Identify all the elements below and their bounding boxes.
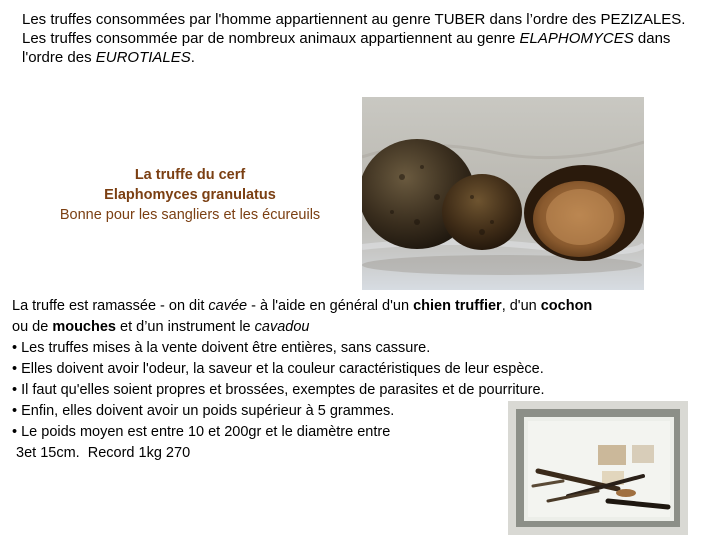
harvest-text-5: et d’un instrument le — [116, 319, 255, 335]
intro-line-elaphomyces — [22, 29, 702, 67]
list-item: • Enfin, elles doivent avoir un poids supérieur à 5 grammes. — [12, 403, 395, 419]
list-item: • Il faut qu'elles soient propres et brossées, exemptes de parasites et de pourriture. — [12, 382, 545, 398]
harvest-text-4: ou de — [12, 319, 53, 335]
intro-line-end: . — [190, 49, 195, 66]
caption-title: La truffe du cerf — [134, 167, 246, 183]
truffle-photo-image — [362, 97, 644, 290]
intro-line-tuber — [22, 10, 702, 29]
harvest-paragraph — [12, 296, 712, 338]
photo-caption — [20, 165, 360, 225]
caption-species: Elaphomyces granulatus — [104, 187, 276, 203]
order-name: EUROTIALES — [95, 49, 191, 66]
term-cochon: cochon — [540, 298, 593, 314]
tools-photo-image — [508, 401, 688, 535]
genus-name: ELAPHOMYCES — [519, 30, 634, 47]
list-item: • Elles doivent avoir l'odeur, la saveur et la couleur caractéristiques de leur espèce. — [12, 361, 544, 377]
term-chien-truffier: chien truffier — [413, 298, 502, 314]
list-item: • Les truffes mises à la vente doivent être entières, sans cassure. — [12, 340, 431, 356]
harvest-text-2: - à l'aide en général d'un — [247, 298, 414, 314]
list-item: • Le poids moyen est entre 10 et 200gr et le diamètre entre — [12, 424, 391, 440]
term-mouches: mouches — [52, 319, 116, 335]
tools-photo — [508, 401, 688, 535]
intro-text — [22, 10, 702, 67]
intro-line-elaphomyces-text: Les truffes consommée par de nombreux animaux appartiennent au genre — [22, 30, 520, 47]
list-item: 3et 15cm. Record 1kg 270 — [12, 445, 191, 461]
term-cavee: cavée — [208, 298, 248, 314]
truffle-photo — [362, 97, 644, 290]
harvest-text-1: La truffe est ramassée - on dit — [12, 298, 209, 314]
intro-line-order-text: dans l'ordre des — [22, 30, 671, 66]
term-cavadou: cavadou — [254, 319, 310, 335]
caption-note: Bonne pour les sangliers et les écureuils — [59, 207, 321, 223]
harvest-text-3: , d'un — [501, 298, 541, 314]
intro-line-tuber-text: Les truffes consommées par l'homme appartiennent au genre TUBER dans l’ordre des PEZIZALES. — [22, 11, 686, 28]
